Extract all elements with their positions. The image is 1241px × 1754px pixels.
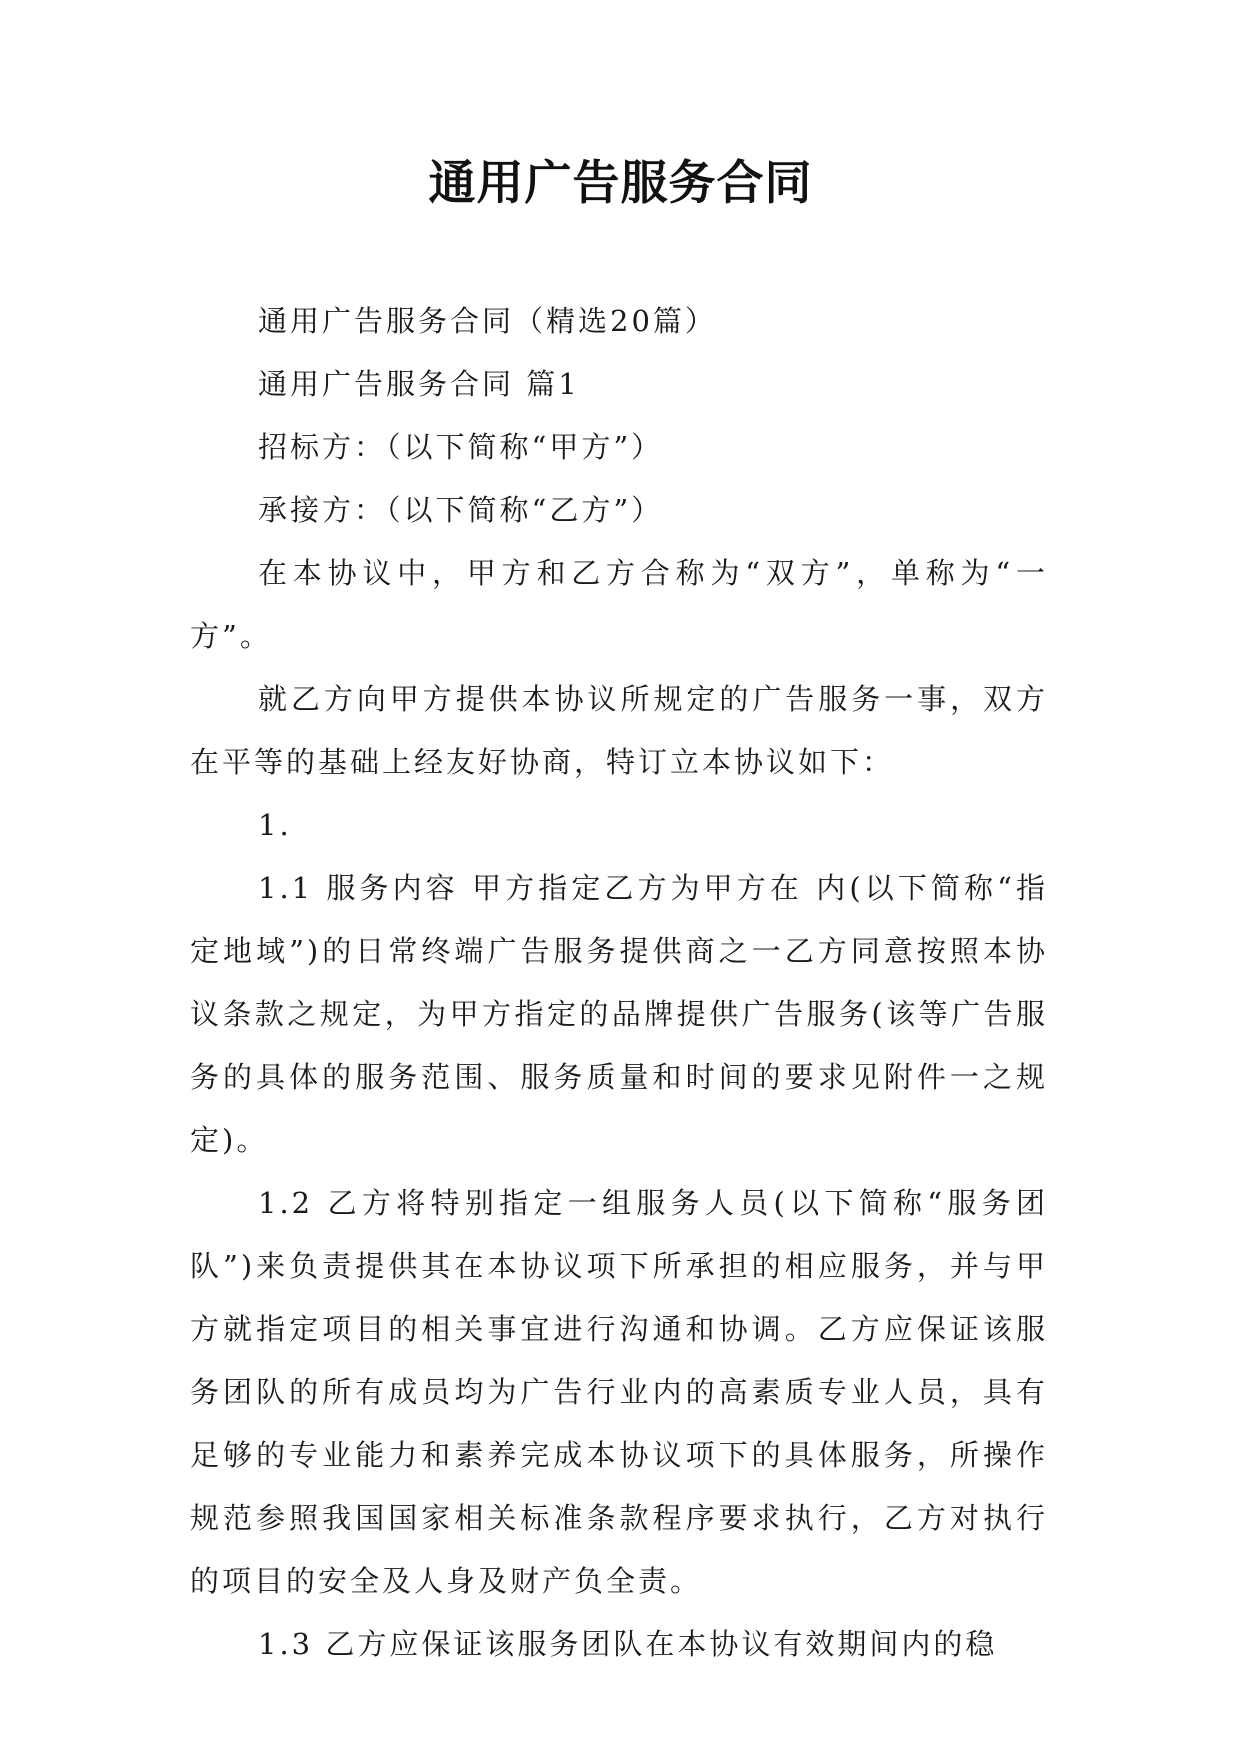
party-a-line: 招标方：（以下简称“甲方”） [258,430,664,464]
party-b-line: 承接方：（以下简称“乙方”） [258,493,664,527]
clause-1-1-paragraph: 1.1 服务内容 甲方指定乙方为甲方在 内(以下简称“指定地域”)的日常终端广告服务提供商之一乙方同意按照本协议条款之规定，为甲方指定的品牌提供广告服务(该等广告服务的具体的服务范围、服务质量和时间的要求见附件一之规定)。 [190,871,1048,1157]
clause-1-3-paragraph: 1.3 乙方应保证该服务团队在本协议有效期间内的稳 [258,1627,998,1661]
subtitle-line: 通用广告服务合同（精选20篇） [258,304,717,338]
document-body [190,290,1048,1676]
section-heading: 通用广告服务合同 篇1 [258,367,580,401]
clause-1-2-paragraph: 1.2 乙方将特别指定一组服务人员(以下简称“服务团队”)来负责提供其在本协议项下所承担的相应服务，并与甲方就指定项目的相关事宜进行沟通和协调。乙方应保证该服务团队的所有成员均为广告行业内的高素质专业人员，具有足够的专业能力和素养完成本协议项下的具体服务，所操作规范参照我国国家相关标准条款程序要求执行，乙方对执行的项目的安全及人身及财产负全责。 [190,1186,1048,1598]
clause-1-heading: 1. [258,808,292,842]
document-title: 通用广告服务合同 [428,156,813,211]
preamble-paragraph: 就乙方向甲方提供本协议所规定的广告服务一事，双方在平等的基础上经友好协商，特订立本协议如下： [190,682,1048,779]
parties-definition-paragraph: 在本协议中，甲方和乙方合称为“双方”，单称为“一方”。 [190,556,1048,653]
